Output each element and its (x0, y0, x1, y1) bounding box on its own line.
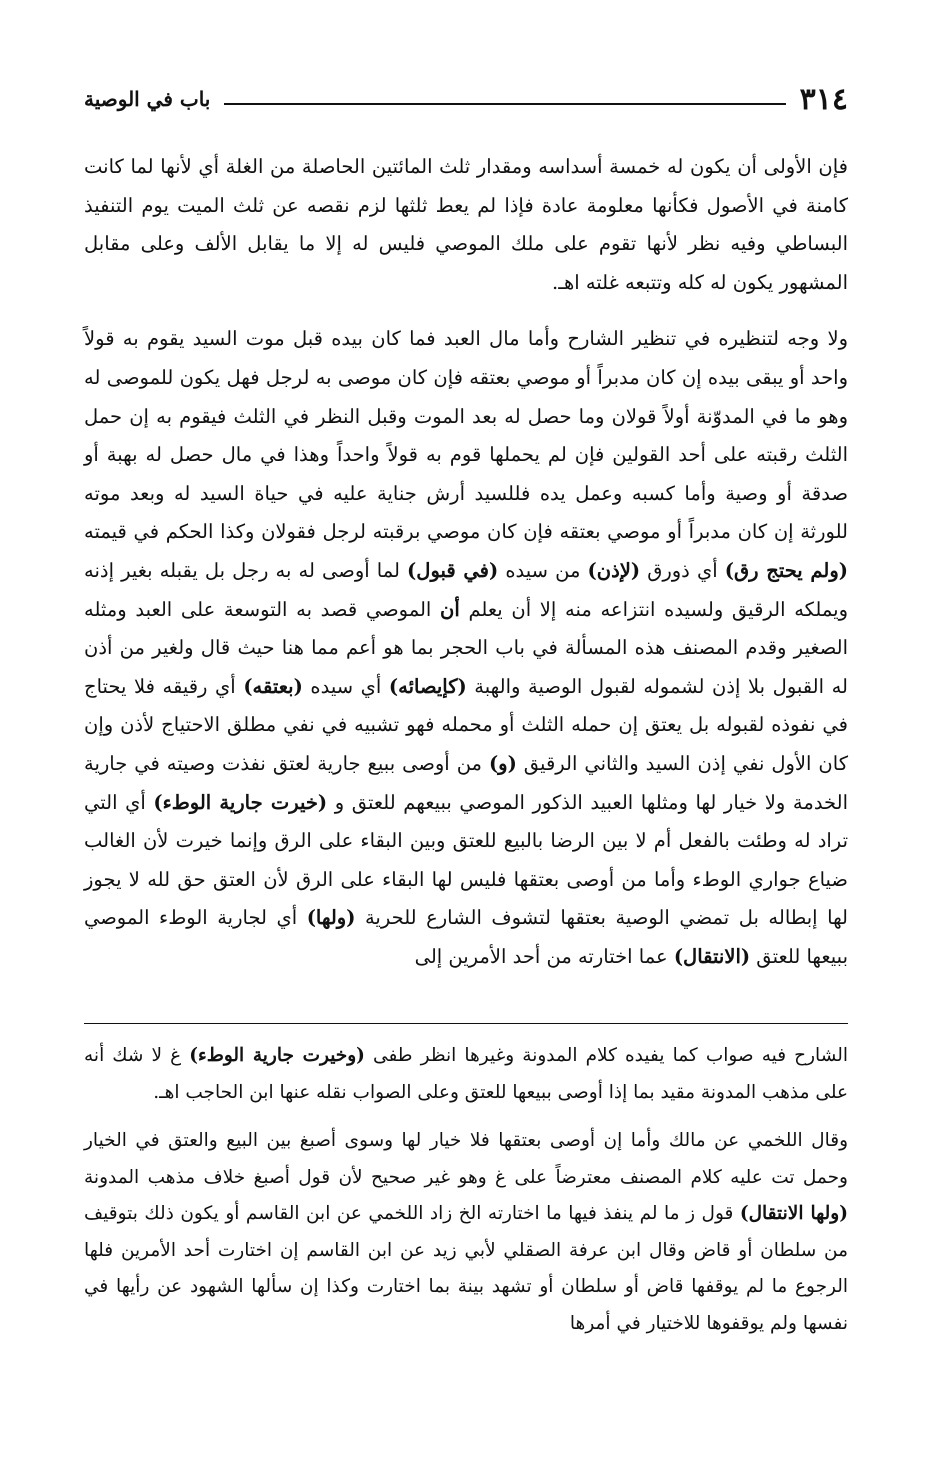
text-run: من أوصى ببيع جارية لعتق نفذت وصيته في جارية الخدمة ولا خيار لها ومثلها العبيد الذكور الموصي ببيعهم للعتق و (84, 751, 849, 814)
text-run: لما أوصى له به رجل بل يقبله بغير إذنه ويملكه الرقيق ولسيده انتزاعه منه إلا أن يعلم (84, 558, 848, 621)
footnote-divider (84, 1023, 848, 1024)
commentary-paragraph-2 (84, 1123, 848, 1342)
bold-term: (بعتقه) (243, 674, 303, 698)
text-run: فإن الأولى أن يكون له خمسة أسداسه ومقدار ثلث المائتين الحاصلة من الغلة أي لأنها لما كانت كامنة في الأصول فكأنها معلومة عادة فإذا لم يعط ثلثها لزم نقصه عن ثلث الميت يوم التنفيذ البساطي وفيه نظر لأنها تقوم على ملك الموصي فليس له إلا ما يقابل الألف وعلى مقابل المشهور يكون له كله وتتبعه غلته اهـ. (84, 155, 848, 294)
text-run: الشارح فيه صواب كما يفيده كلام المدونة وغيرها انظر طفى (364, 1045, 848, 1066)
bold-term: أن (440, 597, 460, 621)
page-number: ٣١٤ (799, 81, 848, 117)
bold-term: (و) (488, 751, 517, 775)
text-run: ولا وجه لتنظيره في تنظير الشارح وأما مال العبد فما كان بيده قبل موت السيد يقوم به قولاً واحد أو يبقى بيده إن كان مدبراً أو موصي بعتقه فإن كان موصى به لرجل فهل يكون للموصى له وهو ما في المدوّنة أولاً قولان وما حصل له بعد الموت وقبل النظر في الثلث فيقوم به إن حمل الثلث رقبته على أحد القولين فإن لم يحملها قوم به قولاً واحداً وهذا في مال حصل له بهبة أو صدقة أو وصية وأما كسبه وعمل يده فللسيد أرش جناية عليه في حياة السيد له وبعد موته للورثة إن كان مدبراً أو موصي بعتقه فإن كان موصي برقبته لرجل فقولان وكذا الحكم في قيمته (84, 327, 848, 544)
bold-term: (خيرت جارية الوطء) (153, 790, 328, 814)
bold-term: (كإيصائه) (388, 674, 467, 698)
bold-term: (وخيرت جارية الوطء) (189, 1045, 365, 1066)
text-run: قول ز ما لم ينفذ فيها ما اختارته الخ زاد اللخمي عن ابن القاسم أو يكون ذلك بتوقيف من سلطان أو قاض وقال ابن عرفة الصقلي لأبي زيد عن ابن القاسم إن اختارت أحد الأمرين فلها الرجوع ما لم يوقفها قاض أو سلطان أو تشهد بينة بما اختارت وكذا إن سألها الشهود عن رأيها في نفسها ولم يوقفوها للاختيار في أمرها (84, 1203, 848, 1334)
text-run: أي ذورق (640, 558, 725, 582)
bold-term: (ولها) (306, 906, 356, 930)
text-run: من سيده (498, 558, 588, 582)
main-paragraph-1 (84, 148, 848, 302)
bold-term: (ولم يحتج رق) (724, 558, 848, 582)
text-run: الموصي قصد به التوسعة على العبد ومثله الصغير وقدم المصنف هذه المسألة في باب الحجر بما هو أعم مما هنا حيث قال ولغير من أذن له القبول بلا إذن لشموله لقبول الوصية والهبة (84, 597, 849, 698)
text-run: أي رقيقه فلا يحتاج في نفوذه لقبوله بل يعتق إن حمله الثلث أو محمله فهو تشبيه في نفي مطلق الاحتياج لأذن وإن كان الأول نفي إذن السيد والثاني الرقيق (84, 674, 848, 775)
main-paragraph-2 (84, 320, 848, 976)
bold-term: (في قبول) (407, 558, 499, 582)
text-run: غ لا شك أنه على مذهب المدونة مقيد بما إذا أوصى ببيعها للعتق وعلى الصواب نقله عنها ابن الحاجب اهـ. (84, 1045, 848, 1103)
bold-term: (الانتقال) (673, 944, 751, 968)
bold-term: (ولها الانتقال) (739, 1203, 848, 1224)
main-text (84, 148, 848, 976)
bold-term: (لإذن) (587, 558, 641, 582)
page-header (84, 82, 848, 116)
text-run: وقال اللخمي عن مالك وأما إن أوصى بعتقها فلا خيار لها وسوى أصبغ بين البيع والعتق في الخيار وحمل تت عليه كلام المصنف معترضاً على غ وهو غير صحيح لأن قول أصبغ خلاف مذهب المدونة (84, 1130, 848, 1188)
running-title: باب في الوصية (84, 87, 211, 111)
text-run: أي لجارية الوطء الموصي ببيعها للعتق (84, 906, 848, 968)
commentary-paragraph-1 (84, 1038, 848, 1111)
text-run: أي سيده (302, 674, 389, 698)
text-run: أي التي تراد له وطئت بالفعل أم لا بين الرضا بالبيع للعتق وبين البقاء على الرق وإنما خيرت لأن الغالب ضياع جواري الوطء وأما من أوصى بعتقها فليس لها البقاء على الرق لأن العتق حق لله لا يجوز لها إبطاله بل تمضي الوصية بعتقها لتشوف الشارع للحرية (84, 790, 848, 930)
header-rule (224, 103, 785, 105)
commentary-text (84, 1038, 848, 1342)
text-run: عما اختارته من أحد الأمرين إلى (414, 944, 674, 968)
